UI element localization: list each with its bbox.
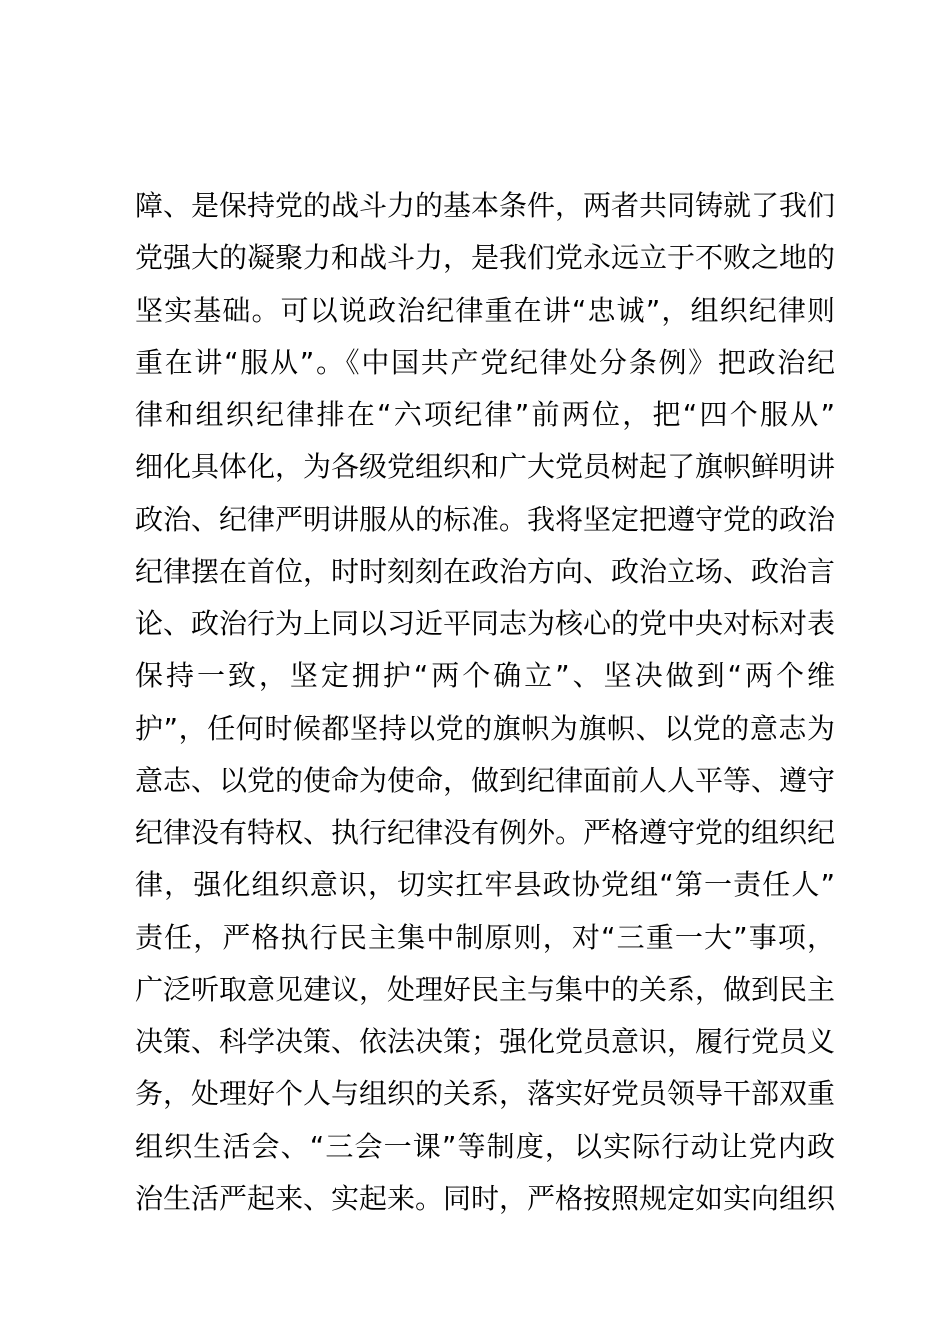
- text-line: 政治、纪律严明讲服从的标准。我将坚定把遵守党的政治: [135, 502, 835, 536]
- text-line: 坚实基础。可以说政治纪律重在讲“忠诚”，组织纪律则: [135, 293, 835, 327]
- text-line: 决策、科学决策、依法决策；强化党员意识，履行党员义: [135, 1025, 835, 1058]
- text-line: 护”，任何时候都坚持以党的旗帜为旗帜、以党的意志为: [135, 711, 835, 745]
- text-line: 治生活严起来、实起来。同时，严格按照规定如实向组织: [135, 1181, 835, 1215]
- text-line: 障、是保持党的战斗力的基本条件，两者共同铸就了我们: [135, 189, 835, 222]
- text-line: 纪律摆在首位，时时刻刻在政治方向、政治立场、政治言: [135, 554, 835, 588]
- text-line: 广泛听取意见建议，处理好民主与集中的关系，做到民主: [135, 972, 835, 1006]
- text-line: 细化具体化，为各级党组织和广大党员树起了旗帜鲜明讲: [135, 450, 835, 484]
- text-line: 务，处理好个人与组织的关系，落实好党员领导干部双重: [135, 1077, 835, 1111]
- text-line: 重在讲“服从”。《中国共产党纪律处分条例》把政治纪: [135, 345, 835, 379]
- text-line: 律，强化组织意识，切实扛牢县政协党组“第一责任人”: [135, 868, 835, 902]
- text-line: 律和组织纪律排在“六项纪律”前两位，把“四个服从”: [135, 398, 835, 431]
- text-line: 纪律没有特权、执行纪律没有例外。严格遵守党的组织纪: [135, 816, 835, 849]
- text-line: 保持一致，坚定拥护“两个确立”、坚决做到“两个维: [135, 659, 835, 693]
- body-paragraph: [135, 180, 835, 1225]
- text-line: 党强大的凝聚力和战斗力，是我们党永远立于不败之地的: [135, 241, 835, 275]
- text-line: 意志、以党的使命为使命，做到纪律面前人人平等、遵守: [135, 763, 835, 797]
- text-line: 责任，严格执行民主集中制原则，对“三重一大”事项，: [135, 920, 835, 954]
- text-line: 论、政治行为上同以习近平同志为核心的党中央对标对表: [135, 607, 835, 640]
- text-line: 组织生活会、“三会一课”等制度，以实际行动让党内政: [135, 1129, 835, 1163]
